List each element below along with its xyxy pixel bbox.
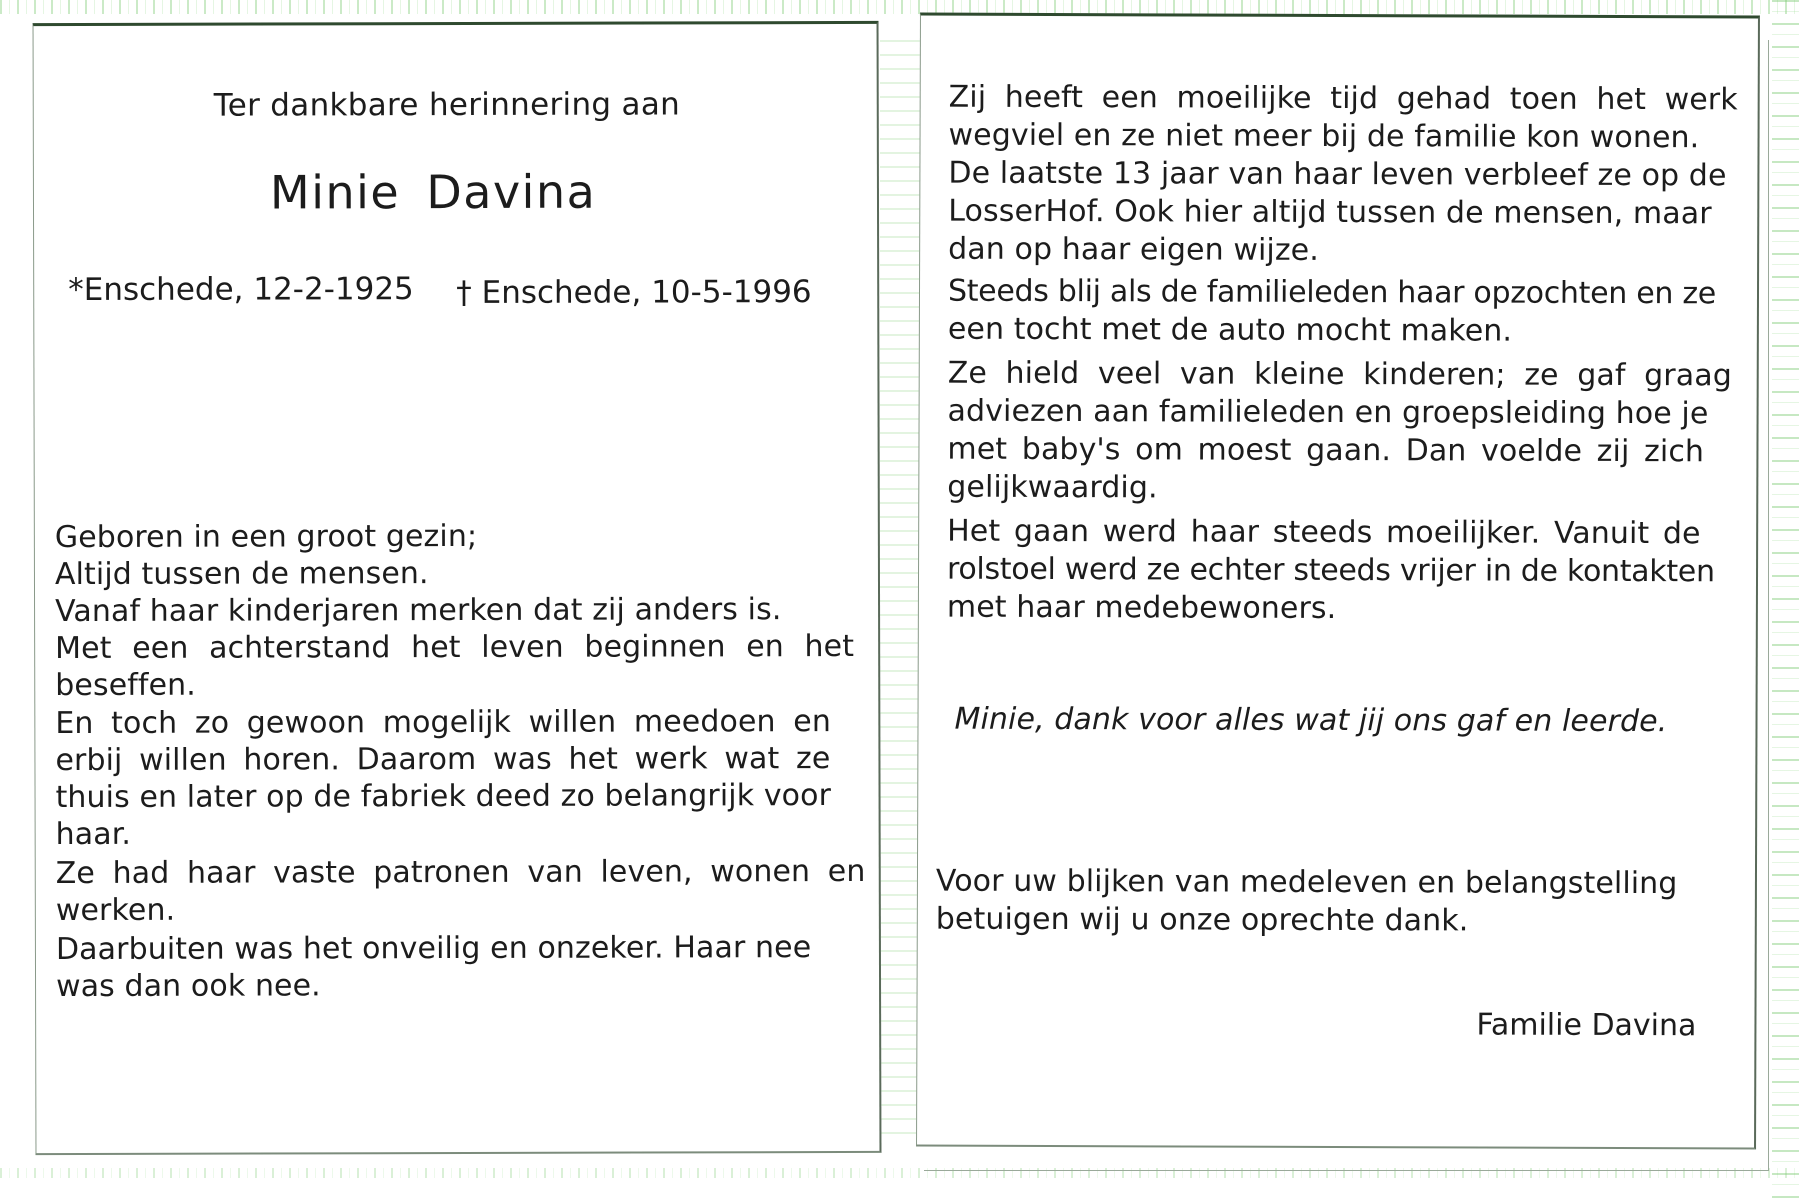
memorial-card-left bbox=[33, 21, 882, 1155]
birth-date: *Enschede, 12-2-1925 bbox=[68, 271, 414, 309]
biography-line: rolstoel werd ze echter steeds vrijer in de kontakten bbox=[946, 551, 1715, 590]
biography-line: adviezen aan familieleden en groepsleiding hoe je bbox=[947, 393, 1709, 432]
biography-line: LosserHof. Ook hier altijd tussen de mensen, maar bbox=[948, 193, 1712, 232]
family-signature: Familie Davina bbox=[1476, 1007, 1697, 1044]
biography-line: wegviel en ze niet meer bij de familie kon wonen. bbox=[948, 117, 1700, 156]
biography-line: werken. bbox=[55, 892, 176, 929]
biography-line: een tocht met de auto mocht maken. bbox=[947, 311, 1513, 349]
biography-line: De laatste 13 jaar van haar leven verbleef ze op de bbox=[948, 155, 1727, 194]
biography-line: thuis en later op de fabriek deed zo belangrijk voor bbox=[55, 778, 832, 816]
scan-noise-right bbox=[1772, 0, 1799, 1200]
biography-line: Zij heeft een moeilijke tijd gehad toen het werk bbox=[948, 79, 1738, 118]
thanks-line: Voor uw blijken van medeleven en belangstelling bbox=[935, 863, 1678, 902]
biography-line: Steeds blij als de familieleden haar opzochten en ze bbox=[947, 273, 1717, 312]
biography-line: Geboren in een groot gezin; bbox=[54, 518, 478, 556]
biography-text bbox=[54, 518, 866, 1005]
scan-noise-top bbox=[0, 0, 1799, 14]
biography-line: Altijd tussen de mensen. bbox=[54, 556, 429, 593]
biography-line: Met een achterstand het leven beginnen en het bbox=[55, 628, 855, 667]
biography-line: haar. bbox=[55, 816, 132, 853]
biography-line: Ze had haar vaste patronen van leven, wonen en bbox=[55, 853, 866, 892]
biography-line: erbij willen horen. Daarom was het werk wat ze bbox=[55, 741, 831, 779]
biography-line: Vanaf haar kinderjaren merken dat zij anders is. bbox=[55, 592, 782, 630]
death-date: † Enschede, 10-5-1996 bbox=[456, 274, 812, 312]
remembrance-intro: Ter dankbare herinnering aan bbox=[213, 86, 681, 124]
biography-line: met haar medebewoners. bbox=[946, 589, 1337, 626]
biography-line: Het gaan werd haar steeds moeilijker. Vanuit de bbox=[947, 513, 1701, 552]
biography-line: was dan ook nee. bbox=[55, 968, 321, 1005]
biography-line: En toch zo gewoon mogelijk willen meedoen en bbox=[55, 704, 831, 742]
biography-line: beseffen. bbox=[55, 667, 196, 704]
biography-line: dan op haar eigen wijze. bbox=[948, 231, 1319, 268]
biography-line: met baby's om moest gaan. Dan voelde zij zich bbox=[947, 431, 1705, 470]
thanks-line: betuigen wij u onze oprechte dank. bbox=[935, 901, 1469, 939]
deceased-name: Minie Davina bbox=[269, 164, 597, 220]
scan-noise-gutter bbox=[880, 40, 920, 1140]
biography-line: Ze hield veel van kleine kinderen; ze gaf graag bbox=[947, 355, 1732, 394]
memorial-card-right bbox=[916, 13, 1760, 1150]
biography-continued bbox=[946, 66, 1738, 740]
dedication: Minie, dank voor alles wat jij ons gaf en leerde. bbox=[954, 701, 1668, 740]
biography-line: Daarbuiten was het onveilig en onzeker. Haar nee bbox=[55, 930, 812, 968]
biography-line: gelijkwaardig. bbox=[947, 469, 1158, 506]
